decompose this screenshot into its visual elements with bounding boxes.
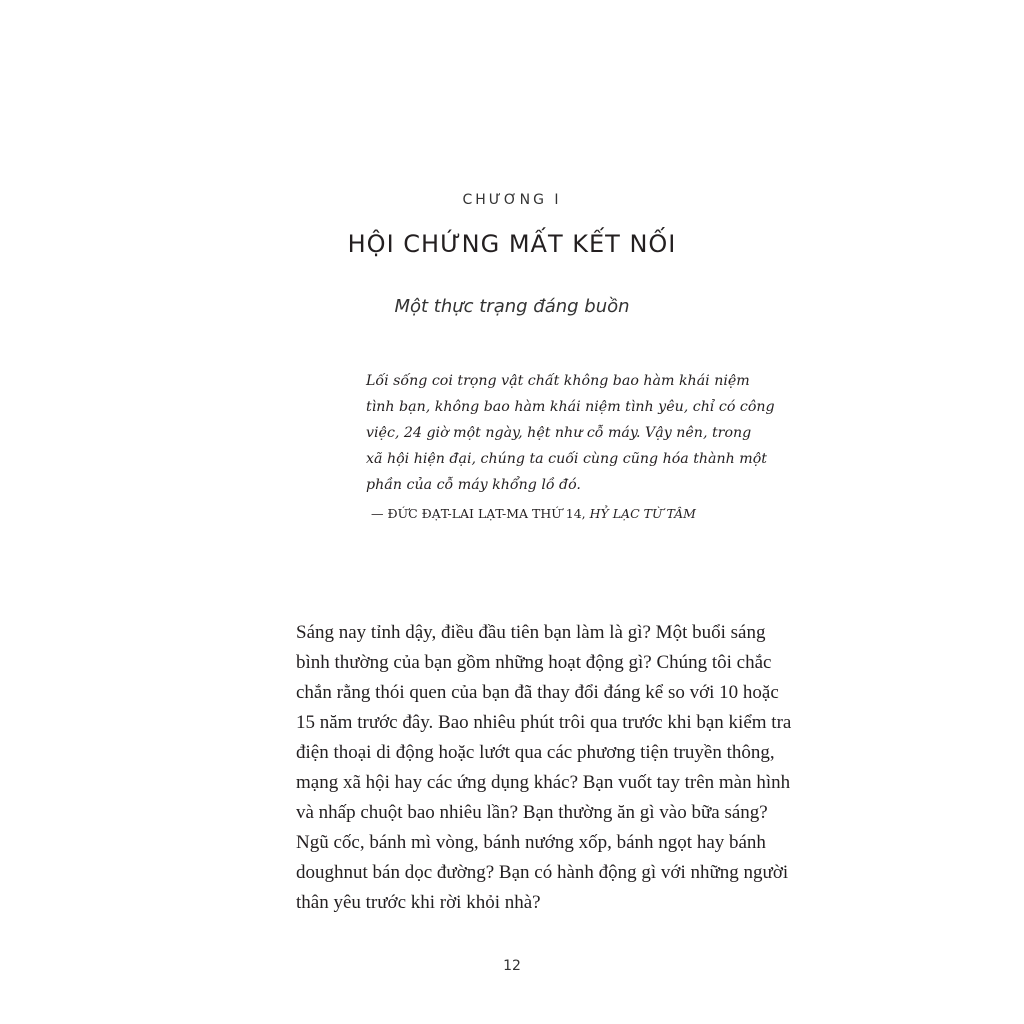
body-line: điện thoại di động hoặc lướt qua các phương tiện truyền thông,: [296, 742, 775, 763]
attribution-work: HỶ LẠC TỪ TÂM: [589, 506, 696, 521]
body-paragraph: [296, 618, 816, 918]
epigraph-line: phần của cỗ máy khổng lồ đó.: [366, 477, 581, 493]
page-number: 12: [503, 958, 521, 974]
body-line: chắn rằng thói quen của bạn đã thay đổi đáng kể so với 10 hoặc: [296, 682, 779, 703]
body-line: thân yêu trước khi rời khỏi nhà?: [296, 892, 541, 913]
body-line: bình thường của bạn gồm những hoạt động gì? Chúng tôi chắc: [296, 652, 772, 673]
epigraph-line: xã hội hiện đại, chúng ta cuối cùng cũng hóa thành một: [366, 451, 767, 467]
chapter-subtitle: Một thực trạng đáng buồn: [394, 296, 630, 317]
chapter-label: CHƯƠNG I: [462, 192, 562, 208]
epigraph-line: việc, 24 giờ một ngày, hệt như cỗ máy. Vậy nên, trong: [366, 425, 752, 441]
epigraph-quote: [366, 368, 775, 498]
attribution-author: — ĐỨC ĐẠT-LAI LẠT-MA THỨ 14,: [371, 506, 590, 521]
body-line: doughnut bán dọc đường? Bạn có hành động gì với những người: [296, 862, 789, 883]
body-line: Ngũ cốc, bánh mì vòng, bánh nướng xốp, bánh ngọt hay bánh: [296, 832, 766, 853]
epigraph-line: tình bạn, không bao hàm khái niệm tình yêu, chỉ có công: [366, 399, 775, 415]
body-line: 15 năm trước đây. Bao nhiêu phút trôi qua trước khi bạn kiểm tra: [296, 712, 792, 733]
body-line: mạng xã hội hay các ứng dụng khác? Bạn vuốt tay trên màn hình: [296, 772, 791, 793]
epigraph-attribution: [371, 506, 696, 521]
epigraph-line: Lối sống coi trọng vật chất không bao hàm khái niệm: [366, 373, 750, 389]
body-line: Sáng nay tỉnh dậy, điều đầu tiên bạn làm là gì? Một buổi sáng: [296, 622, 766, 643]
chapter-title: HỘI CHỨNG MẤT KẾT NỐI: [347, 230, 677, 258]
body-line: và nhấp chuột bao nhiêu lần? Bạn thường ăn gì vào bữa sáng?: [296, 802, 768, 823]
